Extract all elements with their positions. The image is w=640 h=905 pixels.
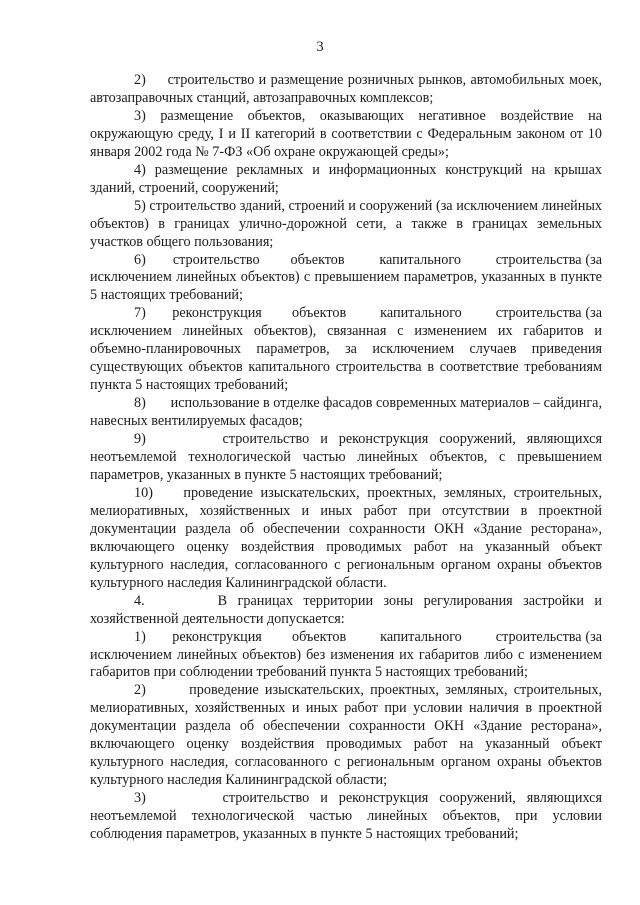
paragraph-item-5-street-network-construction: 5) строительство зданий, строений и сооружений (за исключением линейных объектов) в границах улично-дорожной сети, а также в границах земельных участков общего пользования;: [90, 197, 602, 250]
paragraph-item-4-advertising-structures: 4) размещение рекламных и информационных конструкций на крышах зданий, строений, сооружений;: [90, 161, 602, 196]
paragraph-section-4-heading: 4. В границах территории зоны регулирования застройки и хозяйственной деятельности допускается:: [90, 592, 602, 627]
paragraph-item-7-reconstruction: 7) реконструкция объектов капитального строительства (за исключением линейных объектов), связанная с изменением их габаритов и объемно-планировочных параметров, за исключением случаев приведения существующих объектов капитального строительства в соответствие требованиям пункта 5 настоящих требований;: [90, 305, 602, 394]
paragraph-item-10-survey-works: 10) проведение изыскательских, проектных, земляных, строительных, мелиоративных, хозяйственных и иных работ при отсутствии в проектной документации раздела об обеспечении сохранности ОКН «Здание ресторана», включающего оценку воздействия проводимых работ на указанный объект культурного наследия, согласованного с региональным органом охраны объектов культурного наследия Калининградской области.: [90, 484, 602, 591]
paragraph-allowed-2-survey-works: 2) проведение изыскательских, проектных, земляных, строительных, мелиоративных, хозяйственных и иных работ при условии наличия в проектной документации раздела об обеспечении сохранности ОКН «Здание ресторана», включающего оценку воздействия проводимых работ на указанный объект культурного наследия, согласованного с региональным органом охраны объектов культурного наследия Калининградской области;: [90, 682, 602, 789]
paragraph-item-3-negative-impact-objects: 3) размещение объектов, оказывающих негативное воздействие на окружающую среду, I и II категорий в соответствии с Федеральным законом от 10 января 2002 года № 7-ФЗ «Об охране окружающей среды»;: [90, 107, 602, 160]
paragraph-item-8-facade-materials: 8) использование в отделке фасадов современных материалов – сайдинга, навесных вентилируемых фасадов;: [90, 395, 603, 430]
page-number: 3: [316, 39, 324, 55]
paragraph-allowed-3-linear-structures: 3) строительство и реконструкция сооружений, являющихся неотъемлемой технологической частью линейных объектов, при условии соблюдения параметров, указанных в пункте 5 настоящих требований;: [90, 790, 602, 843]
paragraph-allowed-1-reconstruction: 1) реконструкция объектов капитального строительства (за исключением линейных объектов) без изменения их габаритов либо с изменением габаритов при соблюдении требований пункта 5 настоящих требований;: [90, 628, 602, 681]
document-body: [90, 72, 602, 844]
paragraph-item-9-linear-structures: 9) строительство и реконструкция сооружений, являющихся неотъемлемой технологической частью линейных объектов, с превышением параметров, указанных в пункте 5 настоящих требований;: [90, 431, 602, 483]
paragraph-item-2-retail-markets: 2) строительство и размещение розничных рынков, автомобильных моек, автозаправочных станций, автозаправочных комплексов;: [90, 72, 602, 106]
paragraph-item-6-capital-construction: 6) строительство объектов капитального строительства (за исключением линейных объектов) с превышением параметров, указанных в пункте 5 настоящих требований;: [90, 251, 602, 304]
